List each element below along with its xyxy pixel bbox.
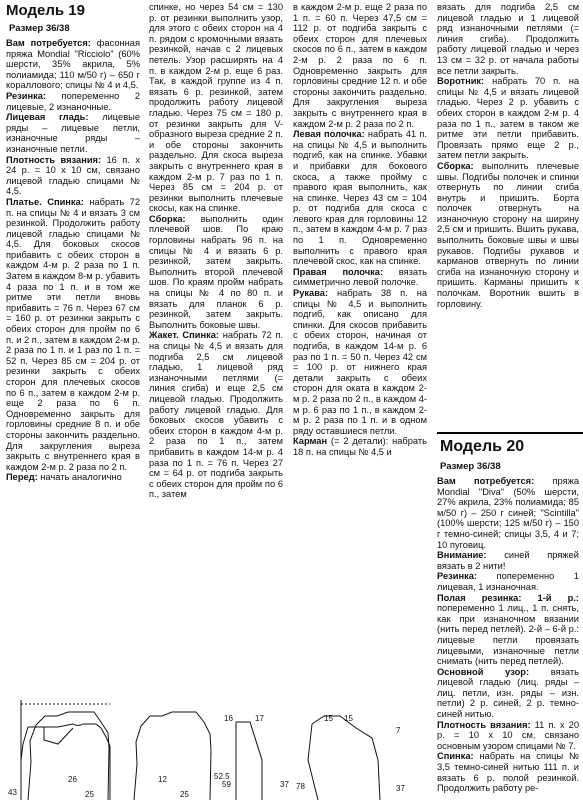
- paragraph-label: Спинка:: [437, 751, 474, 762]
- paragraph-label: Резинка:: [437, 571, 478, 582]
- paragraph-text: вязать для подгиба 2,5 см лицевой гладью и 1 лицевой ряд изнаночными петлями (= линия сгиба). Продолжить работу лицевой гладью и через 13 см = 32 р. от начала работы все петли закрыть.: [437, 2, 579, 76]
- paragraph-label: Перед:: [6, 472, 38, 483]
- paragraph-text: (= 2 детали): набрать 18 п. на спицы № 4,5 и: [293, 436, 427, 457]
- paragraph-text: начать аналогично: [37, 472, 122, 483]
- paragraph-label: Вам потребуется:: [6, 38, 91, 48]
- paragraph-text: набрать на спицы № 3,5 темно-синей нитью 111 п. и вязать 6 р. полой резинкой. Продолжить работу ре-: [437, 751, 579, 794]
- paragraph-label: Левая полочка:: [293, 129, 365, 140]
- paragraph-text: синей пряжей вязать в 2 нити!: [437, 550, 579, 571]
- dim-label: 15: [344, 714, 353, 723]
- paragraph-label: Полая резинка: 1-й р.:: [437, 592, 579, 603]
- paragraph-label: Плотность вязания:: [437, 719, 531, 730]
- paragraph-label: Сборка:: [149, 213, 186, 224]
- paragraph-text: 16 п. х 24 р. = 10 х 10 см, связано лицевой гладью спицами № 4,5.: [6, 154, 140, 197]
- paragraph-label: Карман: [293, 436, 328, 447]
- model-19-title: Модель 19: [6, 2, 85, 19]
- dim-label: 17: [255, 714, 264, 723]
- paragraph-text: в каждом 2-м р. еще 2 раза по 1 п. = 60 п. Через 47,5 см = 112 р. от подгиба закрыть с обеих сторон для плечевых скосов по 6 п., затем в каждом 2-м р. 2 раза по 6 п. Одновременно закрыть для горловины средние 12 п. и обе стороны закончить раздельно. Для закругления выреза закрыть с внутреннего края в каждом 2-м р. 2 раза по 2 п.: [293, 2, 427, 129]
- paragraph-text: 11 п. х 20 р. = 10 х 10 см, связано основным узором спицами № 7.: [437, 719, 579, 751]
- dim-label: 43: [8, 788, 17, 797]
- paragraph-label: Основной узор:: [437, 666, 530, 677]
- paragraph-text: выполнить плечевые швы. Подгибы полочек и спинки отвернуть по линии сгиба внутрь и пришить. Борта полочек отвернуть на изнаночную сторону на ширину 2,5 см и пришить. Вшить рукава, выполнить боковые швы и швы рукавов. Подгибы рукавов и карманов отвернуть по линии сгиба на изнаночную сторону и пришить. Карманы пришить к полочкам. Воротник вшить в горловину.: [437, 160, 579, 309]
- paragraph-text: набрать 38 п. на спицы № 4,5 и выполнить подгиб, как описано для спинки. Для скосов прибавить с обеих сторон, начиная от подгиба, в каждом 14-м р. 6 раз по 1 п. = 50 п. Через 42 см = 100 р. от нижнего края детали закрыть с обеих сторон для оката в каждом 2-м р. 2 раза по 2 п., в каждом 4-м р. 6 раз по 1 п., в каждом 2-м р. 2 раза по 1 п. и в одном ряду оставшиеся петли.: [293, 288, 427, 436]
- dim-label: 25: [180, 790, 189, 799]
- dim-label: 7: [396, 726, 401, 735]
- paragraph-text: набрать 41 п. на спицы № 4,5 и выполнить подгиб, как на спинке. Убавки и прибавки для бокового скоса, а также пройму с правого края выполнить, как на спинке. Через 43 см = 104 р. от подгиба для скоса с левого края для горловины 12 п., затем в каждом 4-м р. 7 раз по 1 п. Одновременно выполнить с правого края плечевой скос, как на спинке.: [293, 129, 428, 267]
- paragraph-label: Правая полочка:: [293, 266, 384, 277]
- paragraph-label: Лицевая гладь:: [6, 112, 89, 123]
- dim-label: 37: [280, 780, 289, 789]
- paragraph-text: спинке, но через 54 см = 130 р. от резинки выполнить узор, для этого с обеих сторон на 4 п. рядом с кромочными вязать резинкой, начав с 2 лицевых петель. Узор расширять на 4 п. в каждом 2-м р. еще 6 раз. Так, в каждой группе из 4 п. вязать 6 р. резинкой, затем продолжить работу лицевой гладью. Через 75 см = 180 р. от резинки закрыть для V-образного выреза средние 2 п. и обе стороны закончить раздельно. Для скоса выреза закрыть с внутреннего края в каждом 2-м р. 7 раз по 1 п. Через 85 см = 204 р. от резинки выполнить плечевые скосы, как на спинке.: [149, 2, 283, 214]
- model-20-size: Размер 36/38: [440, 461, 501, 472]
- paragraph-label: Жакет. Спинка:: [149, 330, 220, 341]
- paragraph-text: пряжа Mondial "Diva" (50% шерсти, 27% акрила, 23% полиамида; 85 м/50 г) – 250 г синей; "Scintilla" (100% шерсти; 125 м/50 г) – 150 г темно-синей; спицы 3,5, 4 и 7; 10 пуговиц.: [437, 476, 580, 550]
- paragraph-text: вязать лицевой гладью (лиц. ряды – лиц. петли, изн. ряды – изн. петли) 2 р. синей, 2 р. темно-синей нитью.: [437, 666, 579, 720]
- paragraph-text: попеременно 2 лицевые, 2 изнаночные.: [6, 90, 140, 112]
- dim-label: 37: [396, 784, 405, 793]
- paragraph-text: набрать 70 п. на спицы № 4,5 и вязать лицевой гладью. Через 2 р. убавить с обеих сторон в каждом 2-м р. 4 раза по 1 п., затем в таком же ритме эти петли прибавить. Провязать прямо еще 2 р., затем петли закрыть.: [437, 76, 579, 161]
- model-20-title: Модель 20: [440, 438, 525, 455]
- dim-label: 25: [85, 790, 94, 799]
- dim-label: 78: [296, 782, 305, 791]
- paragraph-label: Платье. Спинка:: [6, 196, 84, 207]
- dim-label: 59: [222, 780, 231, 789]
- dim-label: 16: [224, 714, 233, 723]
- paragraph-text: набрать 72 п. на спицы № 4,5 и вязать для подгиба 2,5 см лицевой гладью, 1 лицевой ряд изнаночными петлями (= линия сгиба) и еще 2,5 см лицевой гладью. Продолжить работу лицевой гладью. Для боковых скосов убавить с обеих сторон в каждом 4-м р. 2 раза по 1 п., затем прибавить в каждом 14-м р. 4 раза по 1 п. = 76 п. Через 27 см = 64 р. от подгиба закрыть с обеих сторон для пройм по 6 п., затем: [149, 330, 284, 500]
- dim-label: 26: [68, 775, 77, 784]
- dim-label: 15: [324, 714, 333, 723]
- model-19-size: Размер 36/38: [9, 23, 70, 34]
- paragraph-text: вязать симметрично левой полочке.: [293, 266, 427, 288]
- paragraph-text: попеременно 1 лиц., 1 п. снять, как при изнаночном вязании (нить перед петлей). 2-й – 6-й р.: лицевые петли провязать лицевыми, изнаночные петли снимать (нить перед петлей).: [437, 603, 579, 667]
- paragraph-text: набрать 72 п. на спицы № 4 и вязать 3 см резинкой. Продолжить работу лицевой гладью спицами № 4,5. Для боковых скосов прибавить с обеих сторон в каждом 4-м р. 2 раза по 1 п. Затем в каждом 8-м р. убавить 4 раза по 1 п. и в том же ритме эти петли вновь прибавить = 76 п. Через 67 см = 160 р. от резинки закрыть с обеих сторон для пройм по 6 п. и 2 п., затем в каждом 2-м р. 2 раза по 1 п. и 1 раз по 1 п. = 52 п. Через 85 см = 204 р. от резинки закрыть с обеих сторон для плечевых скосов по 6 п., затем в каждом 2-м р. еще 2 раза по 6 п. Одновременно закрыть для горловины средние 8 п. и обе стороны закончить раздельно. Для закругления выреза закрыть с внутреннего края в каждом 2-м р. 2 раза по 2 п.: [6, 196, 140, 472]
- paragraph-label: Плотность вязания:: [6, 154, 102, 165]
- paragraph-label: Рукава:: [293, 288, 329, 299]
- paragraph-label: Воротник:: [437, 76, 485, 87]
- dim-label: 52.5: [214, 772, 230, 781]
- dim-label: 12: [158, 775, 167, 784]
- paragraph-label: Вам потребуется:: [437, 476, 535, 486]
- paragraph-text: фасонная пряжа Mondial "Ricciolo" (60% шерсти, 35% акрила, 5% полиамида; 110 м/50 г) – 650 г кораллового; спицы № 4 и 4,5.: [6, 38, 140, 91]
- paragraph-label: Сборка:: [437, 160, 474, 171]
- paragraph-label: Резинка:: [6, 90, 47, 101]
- paragraph-label: Внимание:: [437, 550, 487, 561]
- paragraph-text: попеременно 1 лицевая, 1 изнаночная.: [437, 571, 579, 592]
- paragraph-text: выполнить один плечевой шов. По краю горловины набрать 96 п. на спицы № 4 и вязать 6 р. резинкой, затем закрыть. Выполнить второй плечевой шов. По краям пройм набрать на спицы № 4 по 80 п. и вязать для планок 6 р. резинкой, затем закрыть. Выполнить боковые швы.: [149, 213, 283, 330]
- paragraph-text: лицевые ряды – лицевые петли, изнаночные ряды – изнаночные петли.: [6, 112, 140, 154]
